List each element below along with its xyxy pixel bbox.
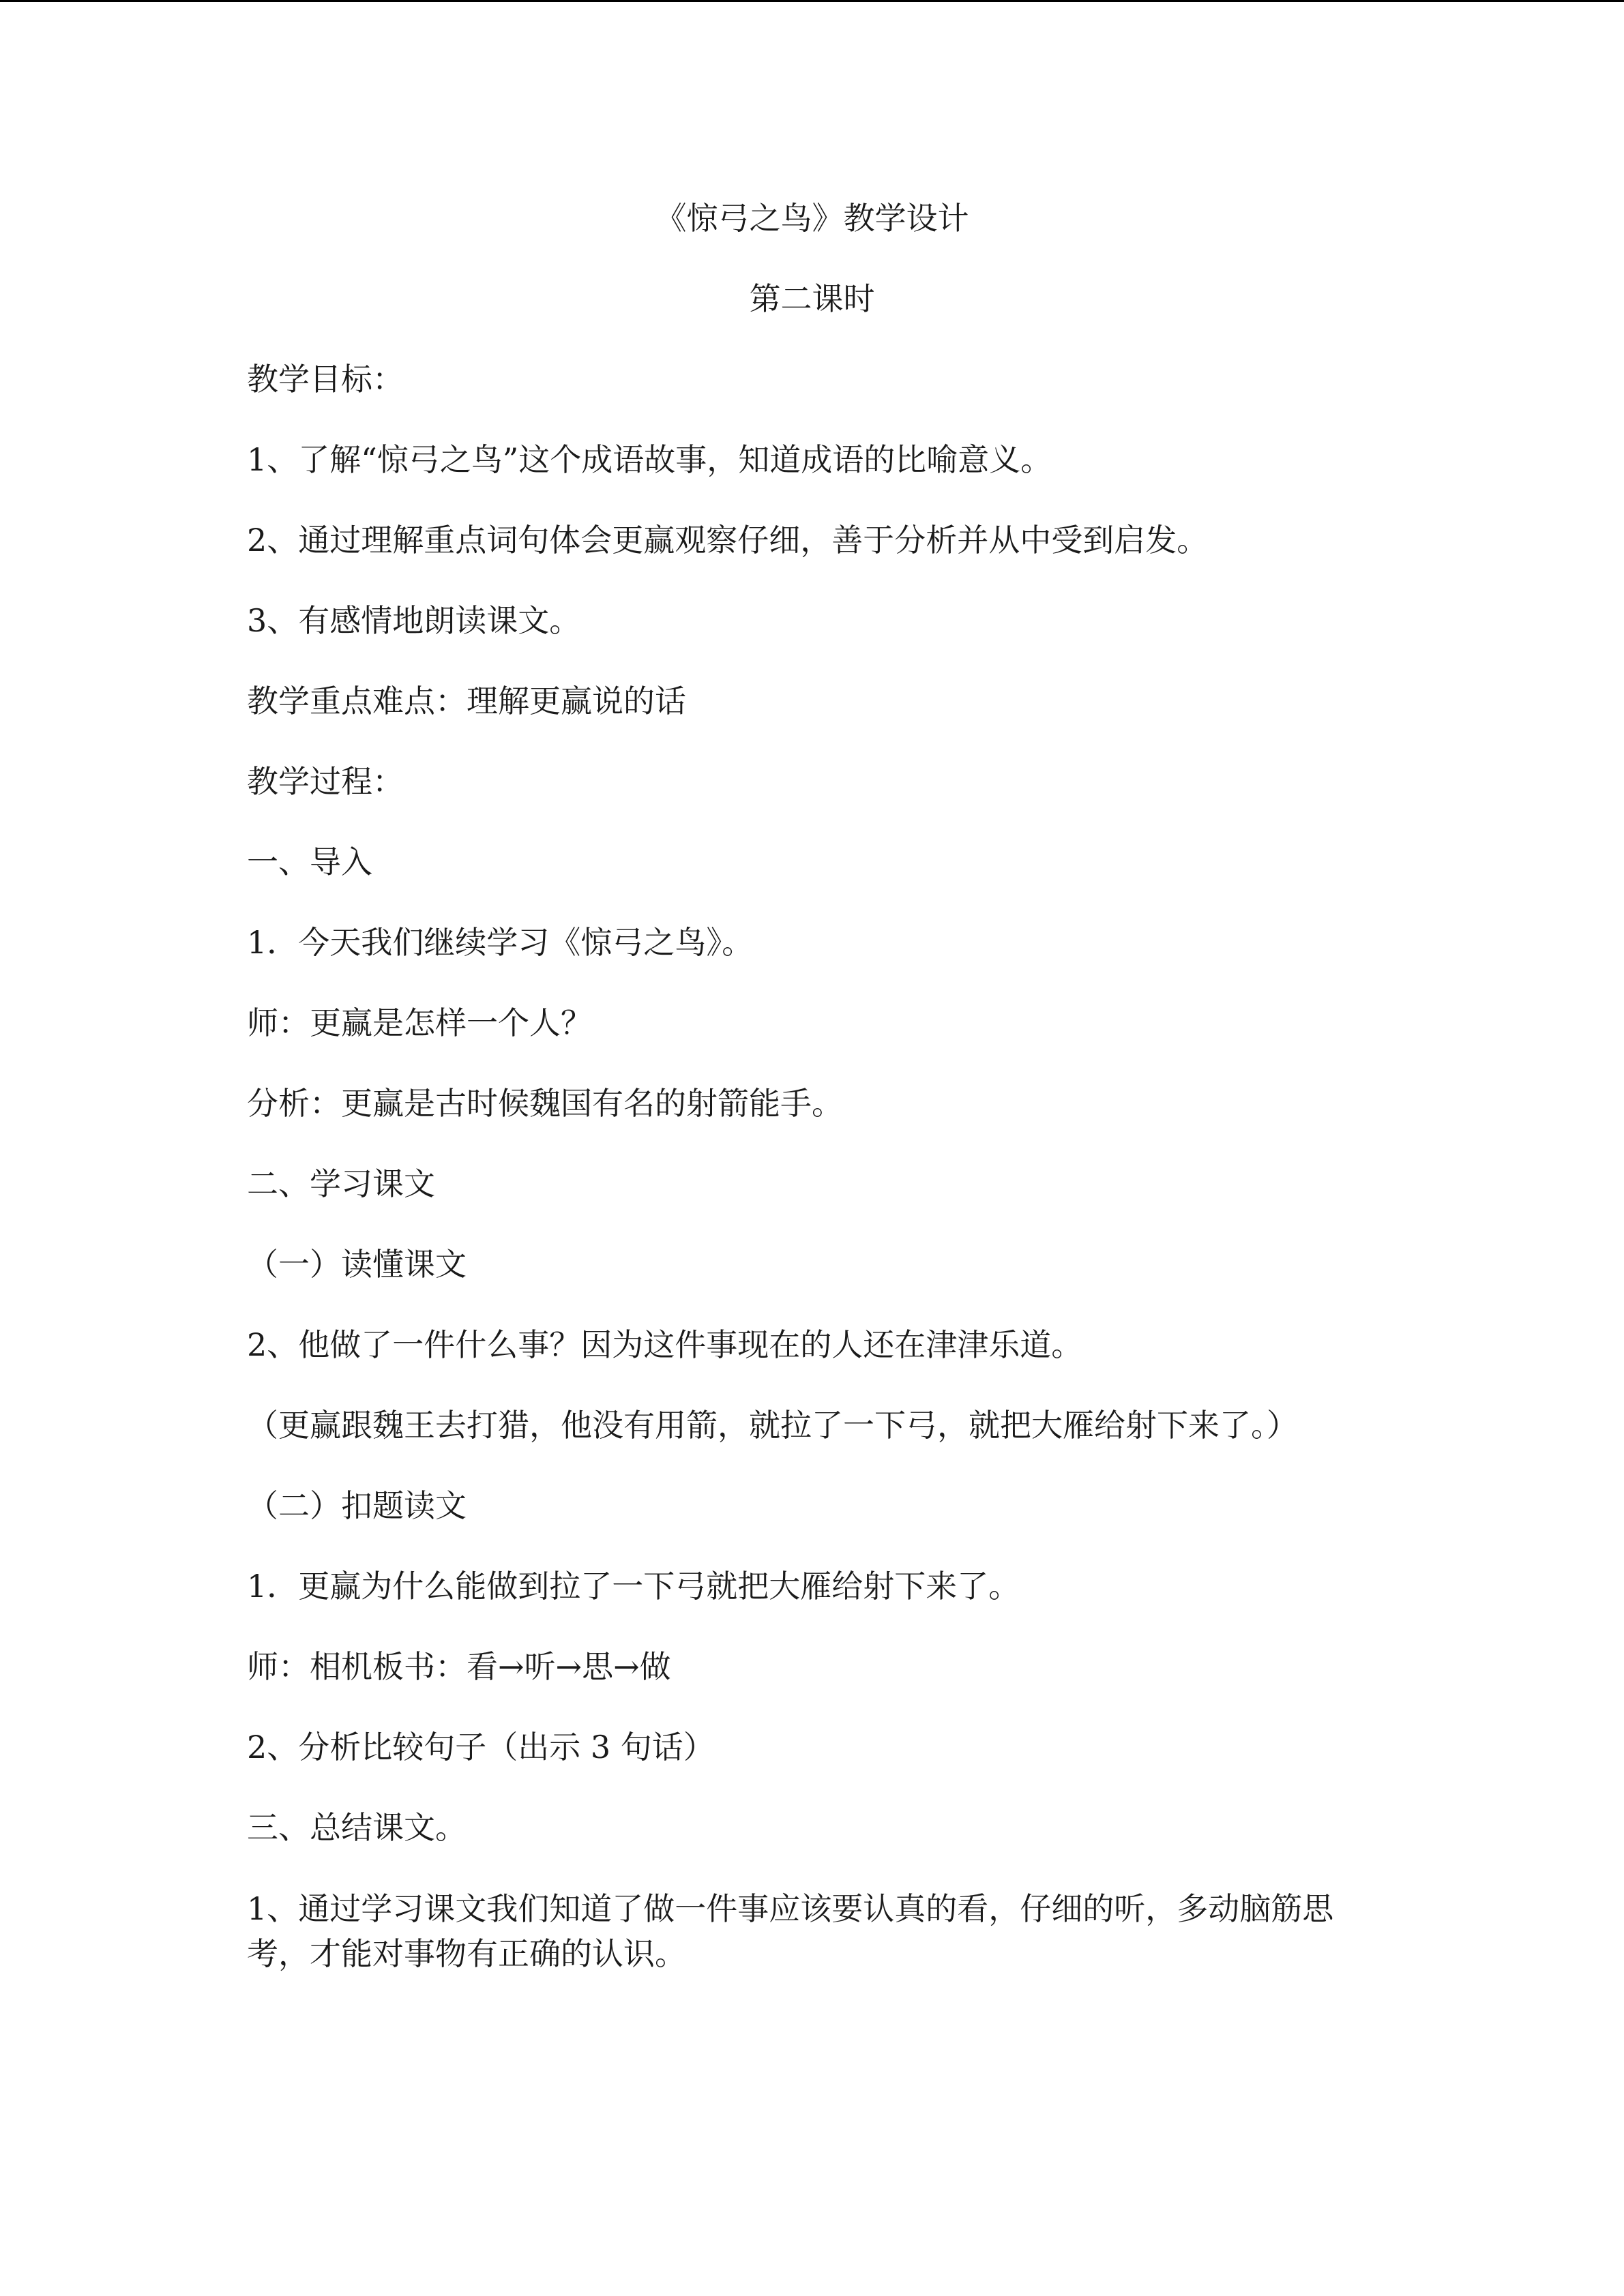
subsection-title-reading: （二）扣题读文 [247, 1487, 467, 1524]
subsection-read-text: （一）读懂课文 [247, 1246, 467, 1283]
key-difficulty: 教学重点难点：理解更赢说的话 [247, 683, 686, 719]
section-summary: 三、总结课文。 [247, 1809, 467, 1846]
intro-item-1: 1．今天我们继续学习《惊弓之鸟》。 [247, 924, 754, 961]
goal-item-2: 2、通过理解重点词句体会更赢观察仔细，善于分析并从中受到启发。 [247, 522, 1209, 558]
heading-teaching-process: 教学过程： [247, 763, 404, 800]
teacher-question: 师：更赢是怎样一个人？ [247, 1004, 592, 1041]
study-answer: （更赢跟魏王去打猎，他没有用箭，就拉了一下弓，就把大雁给射下来了。） [247, 1407, 1298, 1444]
summary-item-1: 1、通过学习课文我们知道了做一件事应该要认真的看，仔细的听，多动脑筋思考，才能对事物有正确的认识。 [247, 1890, 1334, 1972]
teacher-board-writing: 师：相机板书：看→听→思→做 [247, 1648, 671, 1685]
goal-item-3: 3、有感情地朗读课文。 [247, 602, 581, 639]
document-title: 《惊弓之鸟》教学设计 [655, 200, 969, 237]
study-item-2: 2、他做了一件什么事？因为这件事现在的人还在津津乐道。 [247, 1326, 1083, 1363]
document-subtitle: 第二课时 [749, 280, 875, 317]
heading-teaching-goals: 教学目标： [247, 361, 404, 398]
analysis-text: 分析：更赢是古时候魏国有名的射箭能手。 [247, 1085, 843, 1122]
section-introduction: 一、导入 [247, 844, 372, 880]
title-reading-item-1: 1．更赢为什么能做到拉了一下弓就把大雁给射下来了。 [247, 1568, 1020, 1605]
goal-item-1: 1、了解“惊弓之鸟”这个成语故事，知道成语的比喻意义。 [247, 441, 1052, 478]
title-reading-item-2: 2、分析比较句子（出示 3 句话） [247, 1729, 715, 1765]
section-study-text: 二、学习课文 [247, 1165, 435, 1202]
